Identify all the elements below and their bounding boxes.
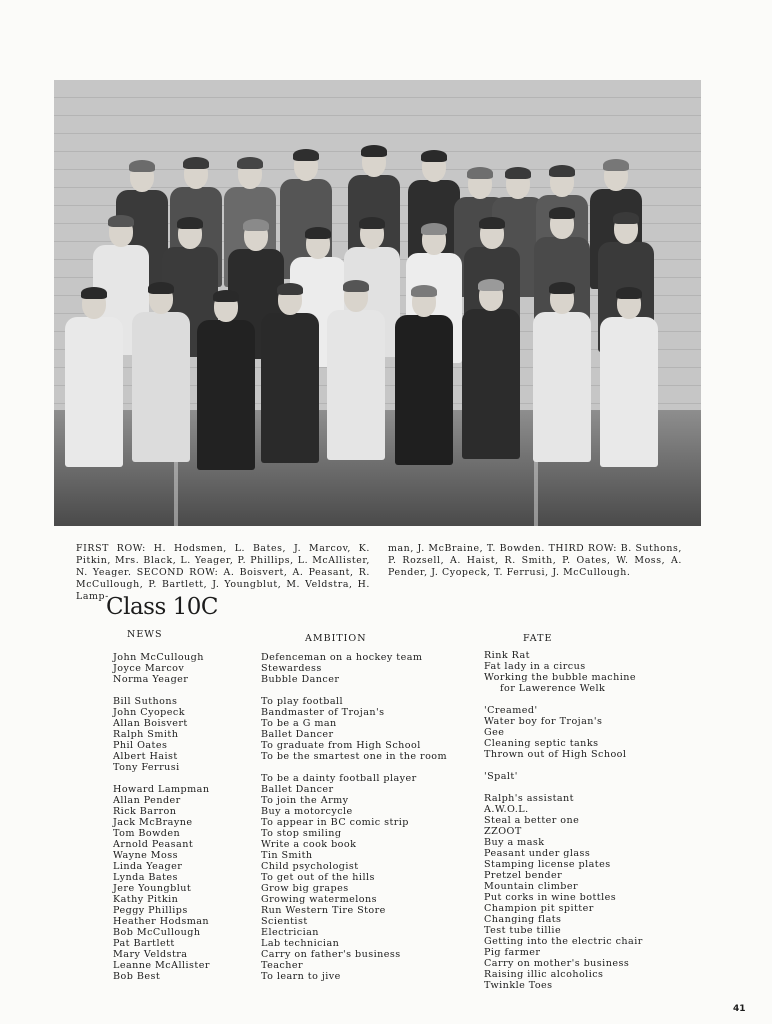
- student-name: Leanne McAllister: [113, 960, 210, 971]
- student-name: Tony Ferrusi: [113, 762, 180, 773]
- student-ambition: Scientist: [261, 916, 308, 927]
- student-ambition: Stewardess: [261, 663, 322, 674]
- student-name: Jere Youngblut: [113, 883, 192, 894]
- student-ambition: To be a G man: [261, 718, 337, 729]
- student-fate: Stamping license plates: [484, 859, 611, 870]
- student-name: Arnold Peasant: [113, 839, 194, 850]
- student-fate: Pig farmer: [484, 947, 541, 958]
- row-spacer: [113, 685, 210, 696]
- student-ambition: To be the smartest one in the room: [261, 751, 448, 762]
- student-name: Bob Best: [113, 971, 161, 982]
- student-name: Pat Bartlett: [113, 938, 175, 949]
- student-name: Mary Veldstra: [113, 949, 188, 960]
- student-ambition: Bubble Dancer: [261, 674, 340, 685]
- student-fate: Changing flats: [484, 914, 562, 925]
- student-ambition: To play football: [261, 696, 344, 707]
- student-fate: for Lawerence Welk: [500, 683, 606, 694]
- student-ambition: Grow big grapes: [261, 883, 349, 894]
- student-fate: Test tube tillie: [484, 925, 562, 936]
- student-name: Rick Barron: [113, 806, 177, 817]
- student-ambition: Child psychologist: [261, 861, 359, 872]
- student-ambition: To join the Army: [261, 795, 349, 806]
- ambition-heading: AMBITION: [305, 633, 367, 644]
- student-fate: Raising illic alcoholics: [484, 969, 604, 980]
- student-name: Lynda Bates: [113, 872, 178, 883]
- ambition-column: [261, 652, 447, 982]
- photo-caption-right: man, J. McBraine, T. Bowden. THIRD ROW: B. Suthons, P. Rozsell, A. Haist, R. Smith, P. Oates, W. Moss, A. Pender, J. Cyopeck, T. Ferrusi, J. McCullough.: [388, 543, 682, 578]
- student-fate: Peasant under glass: [484, 848, 591, 859]
- student-fate: Cleaning septic tanks: [484, 738, 599, 749]
- student-fate: Fat lady in a circus: [484, 661, 586, 672]
- student-ambition: Growing watermelons: [261, 894, 377, 905]
- student-fate: Put corks in wine bottles: [484, 892, 617, 903]
- row-spacer: [113, 773, 210, 784]
- student-ambition: Tin Smith: [261, 850, 313, 861]
- student-ambition: Ballet Dancer: [261, 784, 334, 795]
- student-name: Heather Hodsman: [113, 916, 210, 927]
- student-name: Tom Bowden: [113, 828, 181, 839]
- student-name: Kathy Pitkin: [113, 894, 179, 905]
- photo-caption-left: FIRST ROW: H. Hodsmen, L. Bates, J. Marcov, K. Pitkin, Mrs. Black, L. Yeager, P. Phillips, L. McAllister, N. Yeager. SECOND ROW: A. Boisvert, A. Peasant, R. McCullough, P. Bartlett, J. Youngblut, M. Veldstra, H. Lamp-: [76, 543, 370, 602]
- student-ambition: Write a cook book: [261, 839, 357, 850]
- class-photo: [54, 80, 701, 526]
- student-name: Allan Pender: [113, 795, 181, 806]
- row-spacer: [484, 782, 643, 793]
- student-name: Bill Suthons: [113, 696, 178, 707]
- student-name: Howard Lampman: [113, 784, 210, 795]
- student-ambition: Run Western Tire Store: [261, 905, 386, 916]
- row-spacer: [261, 685, 447, 696]
- news-column: [113, 652, 210, 982]
- student-ambition: Defenceman on a hockey team: [261, 652, 423, 663]
- news-heading: NEWS: [127, 629, 163, 640]
- student-name: John McCullough: [113, 652, 204, 663]
- fate-heading: FATE: [523, 633, 553, 644]
- student-fate: Gee: [484, 727, 505, 738]
- student-ambition: Teacher: [261, 960, 304, 971]
- student-name: Peggy Phillips: [113, 905, 188, 916]
- student-fate: Water boy for Trojan's: [484, 716, 603, 727]
- student-fate: 'Creamed': [484, 705, 538, 716]
- student-name: John Cyopeck: [113, 707, 185, 718]
- student-name: Bob McCullough: [113, 927, 201, 938]
- student-ambition: Ballet Dancer: [261, 729, 334, 740]
- student-fate: Steal a better one: [484, 815, 580, 826]
- student-fate: Buy a mask: [484, 837, 545, 848]
- student-fate: Thrown out of High School: [484, 749, 627, 760]
- student-fate: Getting into the electric chair: [484, 936, 643, 947]
- student-fate: A.W.O.L.: [484, 804, 529, 815]
- student-fate: Carry on mother's business: [484, 958, 630, 969]
- student-fate: Mountain climber: [484, 881, 579, 892]
- student-fate: Working the bubble machine: [484, 672, 636, 683]
- student-ambition: Carry on father's business: [261, 949, 401, 960]
- student-fate: ZZOOT: [484, 826, 522, 837]
- student-ambition: To appear in BC comic strip: [261, 817, 409, 828]
- student-ambition: Lab technician: [261, 938, 340, 949]
- student-name: Phil Oates: [113, 740, 168, 751]
- fate-column: [484, 650, 643, 991]
- student-fate: Twinkle Toes: [484, 980, 553, 991]
- page-number: 41: [733, 1004, 746, 1014]
- student-ambition: Buy a motorcycle: [261, 806, 353, 817]
- student-name: Ralph Smith: [113, 729, 179, 740]
- student-name: Allan Boisvert: [113, 718, 188, 729]
- student-name: Albert Haist: [113, 751, 178, 762]
- student-name: Joyce Marcov: [113, 663, 185, 674]
- class-title: Class 10C: [106, 594, 218, 620]
- student-fate: 'Spalt': [484, 771, 518, 782]
- student-fate: Ralph's assistant: [484, 793, 574, 804]
- student-name: Jack McBrayne: [113, 817, 193, 828]
- student-ambition: Bandmaster of Trojan's: [261, 707, 385, 718]
- student-ambition: To be a dainty football player: [261, 773, 417, 784]
- row-spacer: [261, 762, 447, 773]
- student-ambition: To graduate from High School: [261, 740, 421, 751]
- student-ambition: To get out of the hills: [261, 872, 375, 883]
- student-name: Linda Yeager: [113, 861, 183, 872]
- student-fate: Rink Rat: [484, 650, 530, 661]
- student-ambition: Electrician: [261, 927, 319, 938]
- student-name: Wayne Moss: [113, 850, 179, 861]
- student-ambition: To learn to jive: [261, 971, 341, 982]
- student-fate: Pretzel bender: [484, 870, 563, 881]
- student-fate: Champion pit spitter: [484, 903, 594, 914]
- student-name: Norma Yeager: [113, 674, 189, 685]
- student-ambition: To stop smiling: [261, 828, 342, 839]
- row-spacer: [484, 694, 643, 705]
- student-fate: [484, 760, 643, 771]
